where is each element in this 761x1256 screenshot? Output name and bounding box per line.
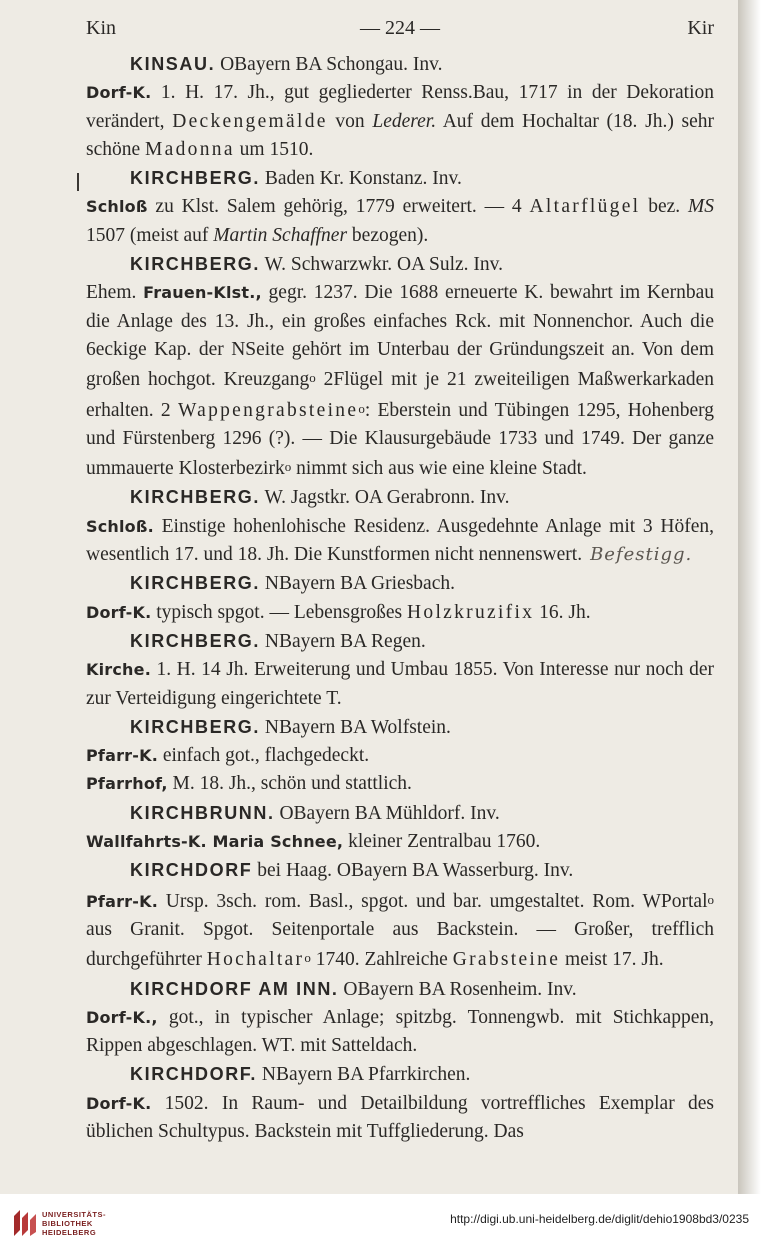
entry-paragraph <box>86 193 714 250</box>
library-name-line: BIBLIOTHEK <box>42 1219 93 1228</box>
dictionary-entry <box>86 569 714 627</box>
entry-heading <box>86 1060 714 1089</box>
place-headword: KIRCHDORF. <box>130 1064 257 1085</box>
entry-text: kleiner Zentralbau 1760. <box>343 831 541 853</box>
spaced-emphasis: Madonna <box>145 138 235 160</box>
entry-text: bezogen). <box>347 224 429 246</box>
entry-heading <box>86 50 714 79</box>
building-label: Dorf-K. <box>86 83 152 103</box>
entry-text: 1. H. 17. Jh., gut gegliederter Renss.Bau, 1717 in der Dekoration verändert, <box>86 82 714 132</box>
building-label: Pfarr-K. <box>86 891 158 911</box>
library-name <box>42 1210 106 1237</box>
entry-text: gegr. 1237. Die 1688 erneuerte K. bewahrt im Kernbau die Anlage des 13. Jh., ein großes einfaches Rck. mit Nonnenchor. Auch die 6eckige Kap. der NSeite gehört im Unterbau der Gründungszeit an. Von dem großen hochgot. Kreuzgang <box>86 282 714 391</box>
entry-location: Baden Kr. Konstanz. Inv. <box>260 168 462 190</box>
italic-name: MS <box>688 196 715 218</box>
entry-heading <box>86 164 714 193</box>
spaced-emphasis: Wappengrabsteine <box>177 399 359 421</box>
dictionary-entry <box>86 856 714 974</box>
entry-heading <box>86 569 714 598</box>
building-label: Schloß <box>86 197 148 217</box>
entry-heading <box>86 250 714 279</box>
dictionary-entry <box>86 627 714 713</box>
place-headword: KIRCHBERG. <box>130 487 261 508</box>
ring-mark: o <box>707 891 714 907</box>
entry-text: 2Flügel mit je 21 zweiteiligen Maßwerkarkaden erhalten. 2 <box>86 369 715 421</box>
library-name-line: UNIVERSITÄTS- <box>42 1210 107 1219</box>
header-right: Kir <box>687 17 714 39</box>
entry-text: aus Granit. Spgot. Seitenportale aus Backstein. — Großer, trefflich durchgeführter <box>86 918 714 971</box>
entry-paragraph <box>86 599 714 627</box>
entry-text: von <box>327 110 373 132</box>
entry-text: meist 17. Jh. <box>560 949 664 971</box>
entry-text: nimmt sich aus wie eine kleine Stadt. <box>291 458 587 480</box>
entry-text: bez. <box>640 196 689 218</box>
building-label: Pfarr-K. <box>86 746 158 766</box>
spaced-emphasis: Holzkruzifix <box>407 601 535 623</box>
entry-location: NBayern BA Regen. <box>260 630 426 652</box>
italic-name: Martin Schaffner <box>213 224 348 246</box>
running-header <box>86 14 714 50</box>
spaced-emphasis: Deckengemälde <box>172 110 328 132</box>
ring-mark: o <box>304 950 311 966</box>
spaced-emphasis: Grabsteine <box>452 949 561 971</box>
building-label: Dorf-K., <box>86 1007 158 1027</box>
place-headword: KIRCHBERG. <box>130 168 261 189</box>
entry-paragraph <box>86 886 714 975</box>
entry-text: Auf dem Hochaltar (18. Jh.) sehr schöne <box>86 110 715 160</box>
page-number: — 224 — <box>360 17 440 39</box>
entry-heading <box>86 713 714 742</box>
italic-name: Lederer. <box>372 110 437 132</box>
entry-location: OBayern BA Rosenheim. Inv. <box>338 978 577 1000</box>
entry-paragraph <box>86 1004 714 1061</box>
entry-paragraph <box>86 279 714 483</box>
entry-location: OBayern BA Mühldorf. Inv. <box>274 802 500 824</box>
entry-paragraph <box>86 656 714 713</box>
building-label: Schloß. <box>86 516 154 536</box>
place-headword: KIRCHBERG. <box>130 630 261 651</box>
entry-paragraph <box>86 1090 714 1147</box>
entry-paragraph <box>86 513 714 570</box>
entry-list <box>86 50 714 1146</box>
place-headword: KIRCHBERG. <box>130 573 261 594</box>
dictionary-entry <box>86 50 714 164</box>
spaced-emphasis: Altarflügel <box>529 196 641 218</box>
building-label: Pfarrhof, <box>86 774 168 794</box>
place-headword: KIRCHBRUNN. <box>130 802 275 823</box>
entry-text: typisch spgot. — Lebensgroßes <box>151 601 408 623</box>
dictionary-entry <box>86 164 714 250</box>
entry-text: Einstige hohenlohische Residenz. Ausgedehnte Anlage mit 3 Höfen, wesentlich 17. und 18. Jh. Die Kunstformen nicht nennenswert. <box>86 515 714 566</box>
entry-paragraph <box>86 770 714 798</box>
entry-text: Ehem. <box>86 282 144 304</box>
entry-text: 1. H. 14 Jh. Erweiterung und Umbau 1855. Von Interesse nur noch der zur Verteidigung eingerichtete T. <box>86 659 714 709</box>
entry-paragraph <box>86 742 714 770</box>
dictionary-entry <box>86 713 714 799</box>
entry-heading <box>86 627 714 656</box>
header-left: Kin <box>86 17 116 39</box>
entry-location: W. Jagstkr. OA Gerabronn. Inv. <box>260 487 510 509</box>
place-headword: KIRCHDORF <box>130 860 253 881</box>
dictionary-entry <box>86 975 714 1061</box>
ring-mark: o <box>309 370 316 386</box>
entry-location: NBayern BA Griesbach. <box>260 573 455 595</box>
entry-paragraph <box>86 79 714 164</box>
place-headword: KIRCHBERG. <box>130 254 261 275</box>
entry-location: NBayern BA Wolfstein. <box>260 716 451 738</box>
margin-pencil-mark <box>77 173 79 191</box>
footer-bar <box>0 1194 761 1256</box>
handwritten-annotation: Befestigg. <box>590 544 693 566</box>
entry-paragraph <box>86 828 714 856</box>
spaced-emphasis: Hochaltar <box>206 949 305 971</box>
entry-text: : Eberstein und Tübingen 1295, Hohenberg und Fürstenberg 1296 (?). — Die Klausurgebäude 1733 und 1749. Der ganze ummauerte Klosterbezirk <box>86 399 714 480</box>
place-headword: KIRCHBERG. <box>130 716 261 737</box>
ring-mark: o <box>284 459 292 475</box>
dictionary-entry <box>86 799 714 857</box>
entry-heading <box>86 975 714 1004</box>
building-label: Dorf-K. <box>86 1093 152 1113</box>
page-content <box>86 14 714 1146</box>
entry-text: Ursp. 3sch. rom. Basl., spgot. und bar. umgestaltet. Rom. WPortal <box>157 890 708 912</box>
entry-location: OBayern BA Schongau. Inv. <box>215 54 443 75</box>
entry-text: einfach got., flachgedeckt. <box>157 745 370 767</box>
entry-text: 1502. In Raum- und Detailbildung vortreffliches Exemplar des üblichen Schultypus. Backstein mit Tuffgliederung. Das <box>86 1092 714 1142</box>
building-label: Frauen-Klst., <box>143 283 262 303</box>
place-headword: KINSAU. <box>130 54 216 74</box>
entry-heading <box>86 799 714 828</box>
library-name-line: HEIDELBERG <box>42 1228 97 1237</box>
place-headword: KIRCHDORF AM INN. <box>130 978 339 999</box>
entry-location: bei Haag. OBayern BA Wasserburg. Inv. <box>252 860 574 882</box>
building-label: Kirche. <box>86 660 151 680</box>
entry-heading <box>86 856 714 885</box>
building-label: Dorf-K. <box>86 602 152 622</box>
building-label: Wallfahrts-K. Maria Schnee, <box>86 832 344 852</box>
ring-mark: o <box>358 400 365 416</box>
university-library-logo-icon <box>10 1208 38 1238</box>
dictionary-entry <box>86 483 714 569</box>
permalink-url[interactable]: http://digi.ub.uni-heidelberg.de/diglit/dehio1908bd3/0235 <box>450 1212 749 1226</box>
entry-text: um 1510. <box>234 138 314 160</box>
dictionary-entry <box>86 250 714 483</box>
page-edge-shadow <box>738 0 761 1194</box>
entry-text: M. 18. Jh., schön und stattlich. <box>167 773 412 795</box>
dictionary-entry <box>86 1060 714 1146</box>
entry-text: got., in typischer Anlage; spitzbg. Tonnengwb. mit Stichkappen, Rippen abgeschlagen. WT. mit Satteldach. <box>86 1006 714 1057</box>
entry-text: zu Klst. Salem gehörig, 1779 erweitert. — 4 <box>147 196 530 218</box>
entry-text: 1740. Zahlreiche <box>310 949 453 971</box>
entry-heading <box>86 483 714 512</box>
entry-location: NBayern BA Pfarrkirchen. <box>257 1064 471 1086</box>
entry-text: 16. Jh. <box>534 601 591 623</box>
entry-location: W. Schwarzwkr. OA Sulz. Inv. <box>260 254 504 276</box>
entry-text: 1507 (meist auf <box>86 224 214 246</box>
